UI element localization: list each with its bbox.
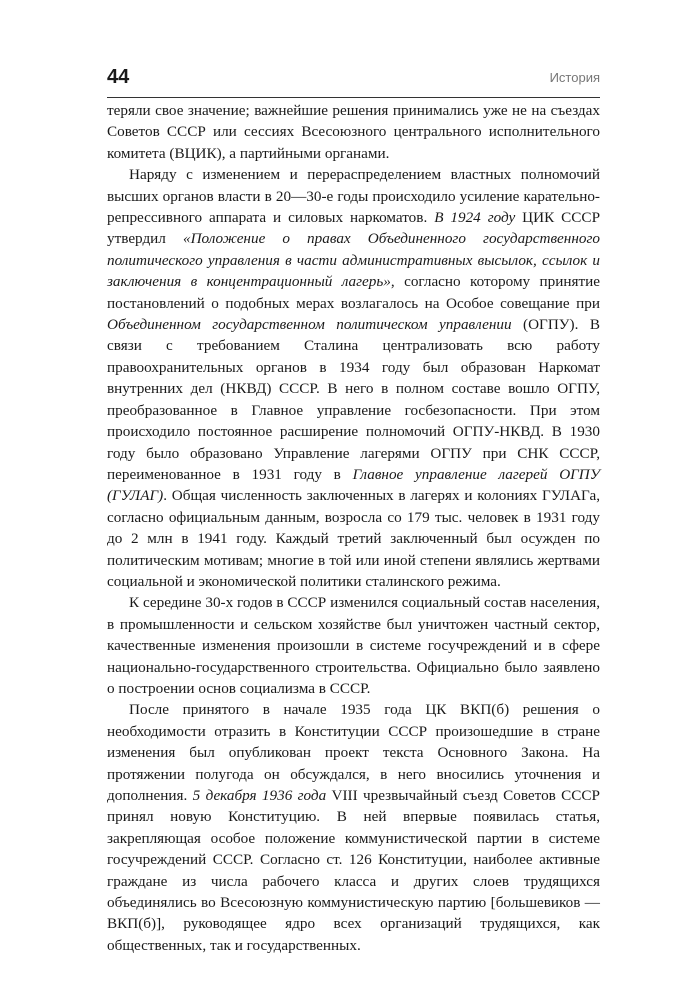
- paragraph: [107, 100, 600, 164]
- running-title: История: [549, 70, 600, 85]
- paragraph: [107, 592, 600, 699]
- text-run: VIII чрезвычайный съезд Советов СССР принял новую Конституцию. В ней впервые появилась статья, закрепляющая особое положение коммунистической партии в системе госучреждений СССР. Согласно ст. 126 Конституции, наиболее активные граждане из числа рабочего класса и других слоев трудящихся объединялись во Всесоюзную коммунистическую партию [большевиков — ВКП(б)], руководящее ядро всех организаций трудящихся, как общественных, так и государственных.: [107, 787, 600, 954]
- italic-text: Объединенном государственном политическом управлении: [107, 316, 512, 334]
- text-run: После принятого в начале 1935 года ЦК ВКП(б) решения о необходимости отразить в Конституции СССР произошедшие в стране изменения был опубликован проект текста Основного Закона. На протяжении полугода он обсуждался, в него вносились уточнения и дополнения.: [107, 701, 600, 804]
- text-run: (ОГПУ). В связи с требованием Сталина централизовать всю работу правоохранительных органов в 1934 году был образован Наркомат внутренних дел (НКВД) СССР. В него в полном составе вошло ОГПУ, преобразованное в Главное управление госбезопасности. При этом происходило постоянное расширение полномочий ОГПУ-НКВД. В 1930 году было образовано Управление лагерями ОГПУ при СНК СССР, переименованное в 1931 году в: [107, 316, 600, 483]
- text-run: ЦИК СССР утвердил: [107, 209, 601, 248]
- text-run: Наряду с изменением и перераспределением властных полномочий высших органов власти в 20—30-е годы происходило усиление карательно-репрессивного аппарата и силовых наркоматов.: [107, 166, 600, 227]
- italic-text: Главное управление лагерей ОГПУ (ГУЛАГ): [107, 465, 600, 505]
- italic-text: «Положение о правах Объединенного государственного политического управления в части административных высылок, ссылок и заключения в концентрационный лагерь»: [107, 230, 600, 291]
- text-run: теряли свое значение; важнейшие решения принимались уже не на съездах Советов СССР или сессиях Всесоюзного центрального исполнительного комитета (ВЦИК), а партийными органами.: [107, 102, 600, 162]
- text-run: К середине 30-х годов в СССР изменился социальный состав населения, в промышленности и сельском хозяйстве был уничтожен частный сектор, качественные изменения произошли в системе госучреждений и в сфере национально-государственного строительства. Официально было заявлено о построении основ социализма в СССР.: [107, 594, 600, 697]
- header-rule: [107, 97, 600, 98]
- text-run: . Общая численность заключенных в лагерях и колониях ГУЛАГа, согласно официальным данным, возросла со 179 тыс. человек в 1931 году до 2 млн в 1941 году. Каждый третий заключенный был осужден по политическим мотивам; многие в той или иной степени являлись жертвами социальной и экономической политики сталинского режима.: [107, 487, 600, 590]
- italic-text: В 1924 году: [434, 209, 516, 227]
- paragraph: [107, 164, 600, 592]
- page-header: [107, 62, 600, 98]
- paragraph: [107, 699, 600, 956]
- italic-text: 5 декабря 1936 года: [192, 787, 327, 804]
- body-text: [107, 100, 600, 956]
- page-number: 44: [107, 66, 130, 88]
- text-run: , согласно которому принятие постановлений о подобных мерах возлагалось на Особое совещание при: [107, 273, 600, 312]
